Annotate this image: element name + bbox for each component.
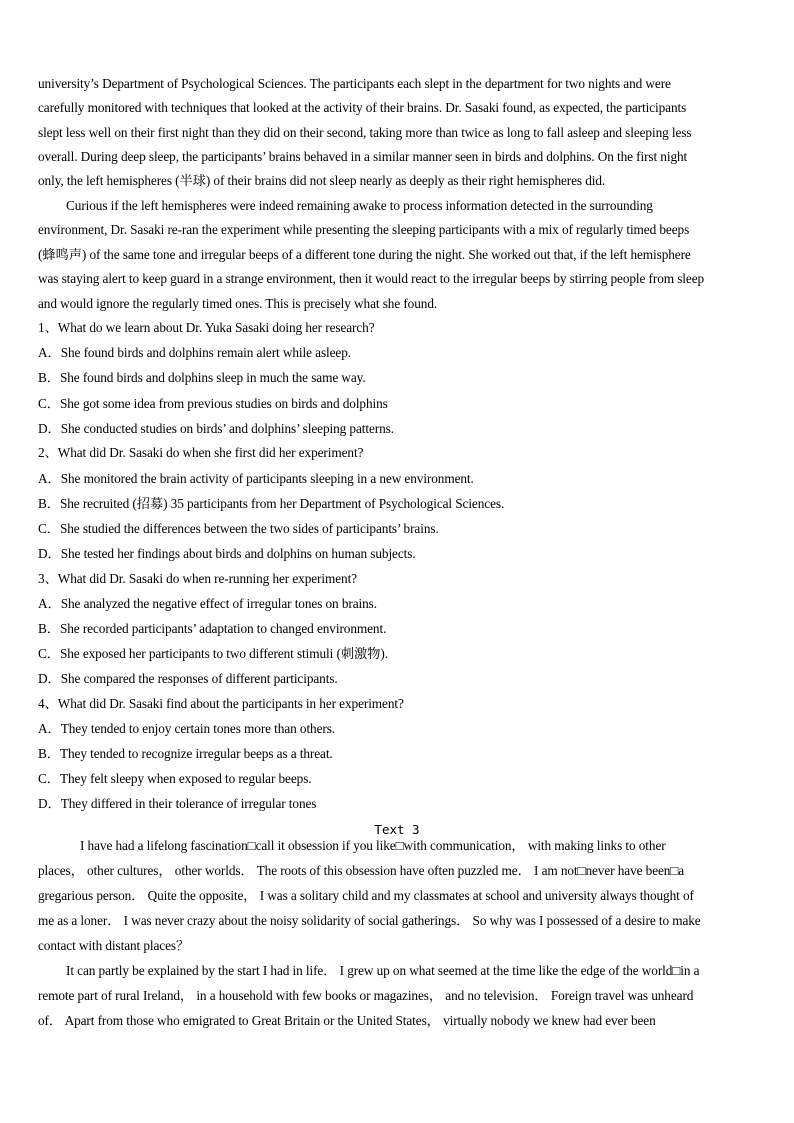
text3-line: gregarious person． Quite the opposite， I was a solitary child and my classmates at school and university always thought of (38, 888, 694, 903)
option-b: B．She recruited (招募) 35 participants from her Department of Psychological Sciences. (38, 496, 505, 511)
option-c: C．They felt sleepy when exposed to regular beeps. (38, 771, 312, 786)
passage-line: environment, Dr. Sasaki re-ran the experiment while presenting the sleeping participants with a mix of regularly timed beeps (38, 222, 690, 237)
option-c: C．She exposed her participants to two different stimuli (刺激物). (38, 646, 388, 661)
option-c: C．She studied the differences between the two sides of participants’ brains. (38, 521, 439, 536)
text3-line: of． Apart from those who emigrated to Great Britain or the United States， virtually nobody we knew had ever been (38, 1013, 656, 1028)
section-heading: Text 3 (374, 822, 420, 837)
option-d: D．She conducted studies on birds’ and dolphins’ sleeping patterns. (38, 421, 394, 436)
option-d: D．She compared the responses of different participants. (38, 671, 338, 686)
text3-line: contact with distant places？ (38, 938, 190, 953)
question-stem: 3、What did Dr. Sasaki do when re-running her experiment? (38, 571, 357, 586)
passage-line: (蜂鸣声) of the same tone and irregular beeps of a different tone during the night. She worked out that, if the left hemisphere (38, 247, 691, 262)
passage-line: was staying alert to keep guard in a strange environment, then it would react to the irregular beeps by stirring people from sleep (38, 271, 705, 286)
option-a: A．She monitored the brain activity of participants sleeping in a new environment. (38, 471, 474, 486)
option-b: B．They tended to recognize irregular beeps as a threat. (38, 746, 333, 761)
option-a: A．She found birds and dolphins remain alert while asleep. (38, 345, 351, 360)
text3-line: me as a loner． I was never crazy about the noisy solidarity of social gatherings． So why was I possessed of a desire to make (38, 913, 701, 928)
option-c: C．She got some idea from previous studies on birds and dolphins (38, 396, 388, 411)
passage-line: carefully monitored with techniques that looked at the activity of their brains. Dr. Sasaki found, as expected, the participants (38, 100, 687, 115)
option-b: B．She found birds and dolphins sleep in much the same way. (38, 370, 366, 385)
option-d: D．She tested her findings about birds and dolphins on human subjects. (38, 546, 416, 561)
passage-line: university’s Department of Psychological Sciences. The participants each slept in the department for two nights and were (38, 76, 671, 91)
option-a: A．They tended to enjoy certain tones more than others. (38, 721, 336, 736)
text3-line: I have had a lifelong fascination□call it obsession if you like□with communication， with making links to other (80, 838, 666, 853)
option-d: D．They differed in their tolerance of irregular tones (38, 796, 317, 811)
passage-line: overall. During deep sleep, the participants’ brains behaved in a similar manner seen in birds and dolphins. On the first night (38, 149, 688, 164)
passage-line: slept less well on their first night than they did on their second, taking more than twice as long to fall asleep and sleeping less (38, 125, 692, 140)
question-stem: 4、What did Dr. Sasaki find about the participants in her experiment? (38, 696, 404, 711)
text3-line: It can partly be explained by the start I had in life． I grew up on what seemed at the time like the edge of the world□in a (66, 963, 700, 978)
text3-line: remote part of rural Ireland， in a household with few books or magazines， and no television． Foreign travel was unheard (38, 988, 694, 1003)
question-stem: 1、What do we learn about Dr. Yuka Sasaki doing her research? (38, 320, 375, 335)
passage-line: and would ignore the regularly timed ones. This is precisely what she found. (38, 296, 438, 311)
passage-line: only, the left hemispheres (半球) of their brains did not sleep nearly as deeply as their right hemispheres did. (38, 173, 606, 188)
option-a: A．She analyzed the negative effect of irregular tones on brains. (38, 596, 377, 611)
passage-line: Curious if the left hemispheres were indeed remaining awake to process information detected in the surrounding (66, 198, 653, 213)
text3-line: places， other cultures， other worlds． The roots of this obsession have often puzzled me． I am not□never have been□a (38, 863, 685, 878)
question-stem: 2、What did Dr. Sasaki do when she first did her experiment? (38, 445, 364, 460)
option-b: B．She recorded participants’ adaptation to changed environment. (38, 621, 387, 636)
